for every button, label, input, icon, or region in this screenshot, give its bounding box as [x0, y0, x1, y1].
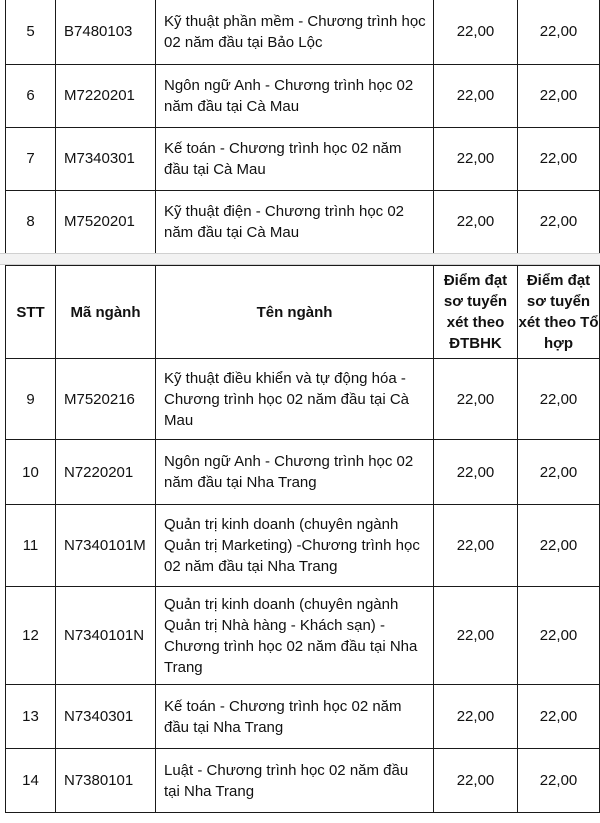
- row-stt: 14: [6, 749, 56, 813]
- row-stt: 5: [6, 0, 56, 64]
- row-code: M7340301: [56, 127, 156, 190]
- table-header-row: [6, 266, 600, 359]
- row-score-tohop: 22,00: [518, 359, 600, 440]
- table-row: [6, 505, 600, 587]
- row-stt: 10: [6, 440, 56, 505]
- row-score-tohop: 22,00: [518, 587, 600, 685]
- admission-table-top: [5, 0, 600, 254]
- row-name: Kỹ thuật điện - Chương trình học 02 năm đầu tại Cà Mau: [156, 190, 434, 253]
- row-code: N7220201: [56, 440, 156, 505]
- row-score-dtbhk: 22,00: [434, 359, 518, 440]
- row-code: N7380101: [56, 749, 156, 813]
- row-code: M7520201: [56, 190, 156, 253]
- row-score-dtbhk: 22,00: [434, 127, 518, 190]
- table-row: [6, 127, 600, 190]
- row-stt: 9: [6, 359, 56, 440]
- row-name: Luật - Chương trình học 02 năm đầu tại Nha Trang: [156, 749, 434, 813]
- row-name: Quản trị kinh doanh (chuyên ngành Quản trị Marketing) -Chương trình học 02 năm đầu tại Nha Trang: [156, 505, 434, 587]
- row-code: N7340101M: [56, 505, 156, 587]
- row-score-dtbhk: 22,00: [434, 749, 518, 813]
- row-code: N7340301: [56, 685, 156, 749]
- row-name: Kỹ thuật điều khiển và tự động hóa - Chương trình học 02 năm đầu tại Cà Mau: [156, 359, 434, 440]
- page-break-divider: [0, 253, 600, 265]
- row-stt: 8: [6, 190, 56, 253]
- row-stt: 13: [6, 685, 56, 749]
- row-name: Ngôn ngữ Anh - Chương trình học 02 năm đầu tại Cà Mau: [156, 64, 434, 127]
- row-code: M7520216: [56, 359, 156, 440]
- row-name: Kế toán - Chương trình học 02 năm đầu tại Nha Trang: [156, 685, 434, 749]
- header-score-dtbhk: Điểm đạt sơ tuyển xét theo ĐTBHK: [434, 266, 518, 359]
- row-stt: 11: [6, 505, 56, 587]
- row-score-tohop: 22,00: [518, 685, 600, 749]
- row-name: Kỹ thuật phần mềm - Chương trình học 02 năm đầu tại Bảo Lộc: [156, 0, 434, 64]
- row-score-dtbhk: 22,00: [434, 685, 518, 749]
- row-score-dtbhk: 22,00: [434, 587, 518, 685]
- row-score-tohop: 22,00: [518, 190, 600, 253]
- table-row: [6, 587, 600, 685]
- header-score-tohop: Điểm đạt sơ tuyển xét theo Tổ hợp: [518, 266, 600, 359]
- table-row: [6, 190, 600, 253]
- row-stt: 6: [6, 64, 56, 127]
- row-stt: 12: [6, 587, 56, 685]
- row-score-dtbhk: 22,00: [434, 0, 518, 64]
- table-row: [6, 749, 600, 813]
- row-score-tohop: 22,00: [518, 505, 600, 587]
- row-score-tohop: 22,00: [518, 64, 600, 127]
- table-row: [6, 64, 600, 127]
- row-score-tohop: 22,00: [518, 749, 600, 813]
- table-row: [6, 440, 600, 505]
- header-code: Mã ngành: [56, 266, 156, 359]
- row-score-tohop: 22,00: [518, 0, 600, 64]
- table-row: [6, 359, 600, 440]
- header-name: Tên ngành: [156, 266, 434, 359]
- admission-table-bottom: [5, 265, 600, 813]
- row-code: M7220201: [56, 64, 156, 127]
- row-name: Kế toán - Chương trình học 02 năm đầu tại Cà Mau: [156, 127, 434, 190]
- table-row: [6, 0, 600, 64]
- header-stt: STT: [6, 266, 56, 359]
- table-row: [6, 685, 600, 749]
- row-score-tohop: 22,00: [518, 127, 600, 190]
- row-name: Ngôn ngữ Anh - Chương trình học 02 năm đầu tại Nha Trang: [156, 440, 434, 505]
- row-stt: 7: [6, 127, 56, 190]
- row-name: Quản trị kinh doanh (chuyên ngành Quản trị Nhà hàng - Khách sạn) - Chương trình học 02 năm đầu tại Nha Trang: [156, 587, 434, 685]
- row-code: B7480103: [56, 0, 156, 64]
- row-code: N7340101N: [56, 587, 156, 685]
- row-score-dtbhk: 22,00: [434, 440, 518, 505]
- row-score-dtbhk: 22,00: [434, 505, 518, 587]
- row-score-dtbhk: 22,00: [434, 64, 518, 127]
- row-score-dtbhk: 22,00: [434, 190, 518, 253]
- row-score-tohop: 22,00: [518, 440, 600, 505]
